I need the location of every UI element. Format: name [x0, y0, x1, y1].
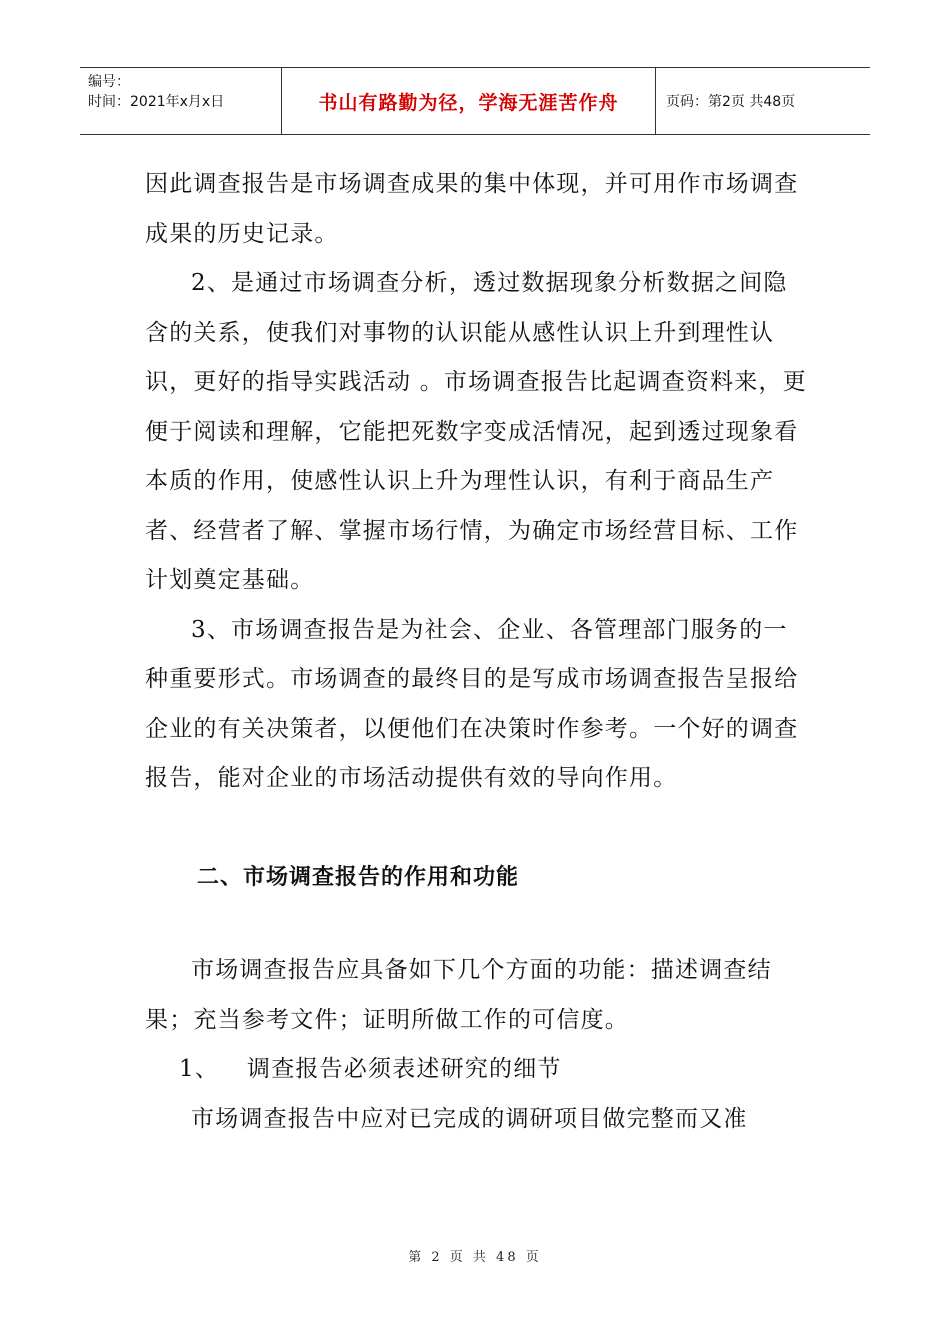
header-page-info: 页码：第2页 共48页: [666, 94, 796, 110]
document-time-label: 时间：2021年x月x日: [88, 94, 225, 110]
numbered-item-1: [145, 1045, 810, 1095]
document-body: [145, 160, 810, 1144]
numbered-item-1-text: 调查报告必须表述研究的细节: [247, 1056, 562, 1082]
section-heading: 二、市场调查报告的作用和功能: [197, 864, 520, 890]
document-number-label: 编号：: [88, 74, 130, 90]
paragraph-4: 市场调查报告应具备如下几个方面的功能：描述调查结果；充当参考文件；证明所做工作的可信度。: [145, 957, 772, 1033]
page-header: [80, 67, 870, 135]
paragraph-1: 因此调查报告是市场调查成果的集中体现，并可用作市场调查成果的历史记录。: [145, 171, 799, 247]
paragraph-2: 2、是通过市场调查分析，透过数据现象分析数据之间隐含的关系，使我们对事物的认识能从感性认识上升到理性认识，更好的指导实践活动 。市场调查报告比起调查资料来，更便于阅读和理解，它能把死数字变成活情况，起到透过现象看本质的作用，使感性认识上升为理性认识，有利于商品生产者、经营者了解、掌握市场行情，为确定市场经营目标、工作计划奠定基础。: [145, 270, 807, 593]
paragraph-3: 3、市场调查报告是为社会、企业、各管理部门服务的一种重要形式。市场调查的最终目的是写成市场调查报告呈报给企业的有关决策者，以便他们在决策时作参考。一个好的调查报告，能对企业的市场活动提供有效的导向作用。: [145, 616, 799, 791]
header-motto: 书山有路勤为径，学海无涯苦作舟: [282, 68, 656, 134]
numbered-item-1-number: 1、: [179, 1056, 220, 1082]
paragraph-5: 市场调查报告中应对已完成的调研项目做完整而又准: [191, 1105, 748, 1132]
header-meta-cell: [80, 68, 282, 134]
page-footer: 第 2 页 共 48 页: [408, 1250, 542, 1265]
